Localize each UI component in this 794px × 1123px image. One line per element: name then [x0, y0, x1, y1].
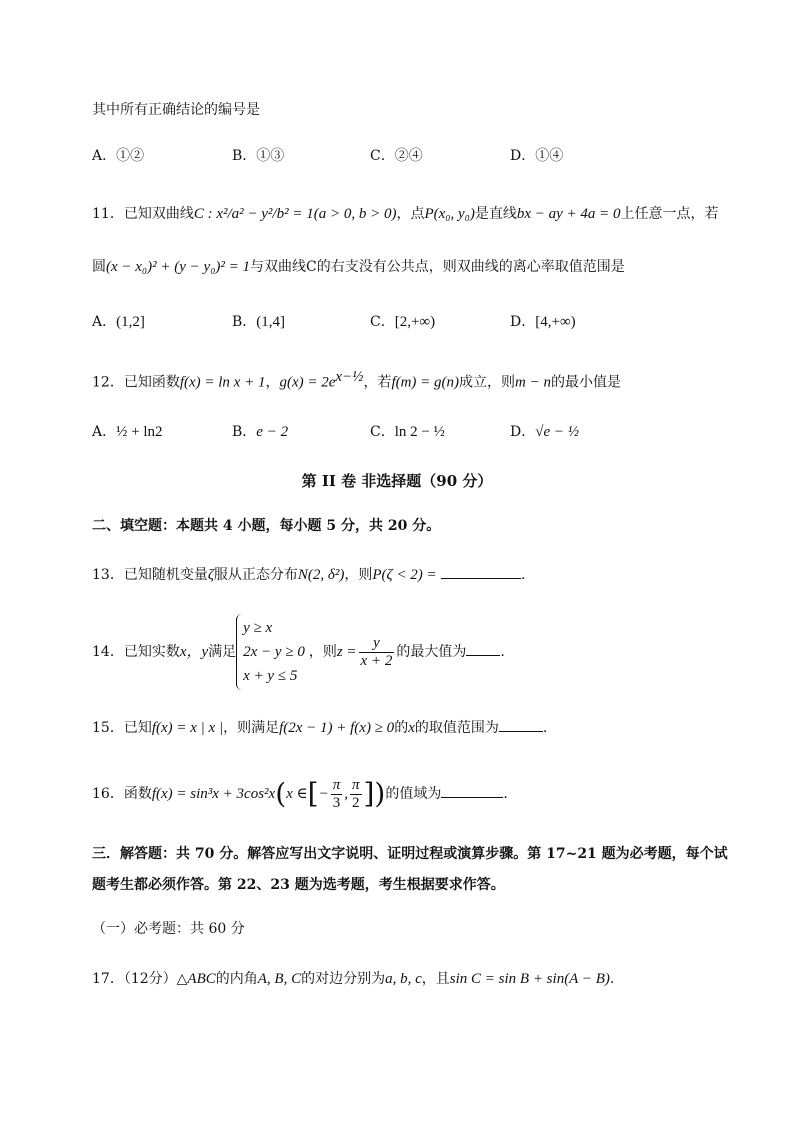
- q16-end: .: [503, 786, 508, 802]
- q15-end: .: [542, 720, 548, 736]
- q11-stem-line2: [92, 256, 625, 278]
- q12-option-c: C．ln 2 − ½: [370, 424, 445, 440]
- q14-end: .: [500, 644, 505, 660]
- q11-line: bx − ay + 4a = 0: [516, 206, 621, 222]
- q14-fraction: [359, 635, 395, 670]
- q14-constraint-3: x + y ≤ 5: [243, 668, 298, 684]
- q16-function: f(x) = sin³x + 3cos²x: [151, 786, 276, 802]
- q10-option-d: D．①④: [510, 148, 564, 164]
- q17-triangle: ABC: [187, 971, 216, 987]
- q17-sides: a, b, c: [385, 971, 422, 987]
- q16-paren-open: (: [275, 777, 287, 810]
- q11-line-post: 上任意一点，若: [620, 206, 719, 222]
- q15-post: 的: [394, 720, 409, 736]
- q16-upper-bound: $\frac{\pi}{2}$: [351, 776, 360, 811]
- q11-stem-line1: [92, 203, 719, 225]
- q12-number: 12．已知函数: [92, 374, 180, 391]
- q11-option-b-value: (1,4]: [256, 314, 286, 330]
- q15-tail: 的取值范围为: [414, 720, 499, 736]
- q12-option-d-value: √e − ½: [535, 424, 579, 440]
- q11-option-a: A．(1,2]: [92, 314, 145, 330]
- q13-distribution: N(2, δ²): [297, 567, 345, 583]
- required-heading: （一）必考题：共 60 分: [92, 921, 245, 937]
- q11-hyperbola: C : x²/a² − y²/b² = 1(a > 0, b > 0): [193, 206, 397, 222]
- q12-g-exponent: x−½: [335, 369, 364, 385]
- section3-heading-line1: 三．解答题：共 70 分。解答应写出文字说明、证明过程或演算步骤。第 17~21 题为必考题，每个试: [92, 846, 728, 862]
- q14-stem: [92, 614, 505, 690]
- q14-answer-blank[interactable]: [466, 641, 500, 656]
- q14-pre: 14．已知实数: [92, 644, 180, 660]
- q11-circle-pre: 圆: [92, 259, 106, 275]
- q11-point-text: ，点: [396, 206, 425, 222]
- q15-mid: ，则满足: [223, 720, 280, 736]
- q12-option-c-value: ln 2 − ½: [394, 424, 445, 440]
- q15-function: f(x) = x | x |: [151, 720, 224, 736]
- q10-option-a: A．①②: [92, 148, 145, 164]
- q12-mid: ，若: [363, 374, 392, 391]
- q12-target: m − n: [515, 374, 552, 391]
- q13-variable: ζ: [207, 567, 214, 583]
- q11-point: P(x₀, y₀): [424, 206, 475, 222]
- q10-option-c: C．②④: [370, 148, 423, 164]
- q11-option-d-value: [4,+∞): [535, 314, 576, 330]
- q12-option-a: A．½ + ln2: [92, 424, 163, 440]
- q17-mid3: ，且: [421, 971, 450, 987]
- q11-option-d: D．[4,+∞): [510, 314, 576, 330]
- q11-option-c: C．[2,+∞): [370, 314, 436, 330]
- q11-option-b: B．(1,4]: [232, 314, 286, 330]
- q15-answer-blank[interactable]: [499, 717, 543, 732]
- q11-circle: (x − x₀)² + (y − y₀)² = 1: [106, 259, 251, 275]
- q14-mid: 满足: [208, 644, 237, 660]
- q12-stem: [92, 366, 621, 394]
- q14-constraint-2: 2x − y ≥ 0: [243, 644, 305, 660]
- q17-mid: 的内角: [215, 971, 258, 987]
- q12-tail: 的最小值是: [551, 374, 622, 391]
- q15-var: x: [408, 720, 415, 736]
- intro-line: 其中所有正确结论的编号是: [92, 102, 260, 118]
- q14-constraint-system: [236, 614, 309, 690]
- q15-pre: 15．已知: [92, 720, 152, 736]
- q12-option-d: D．√e − ½: [510, 424, 579, 440]
- q13-stem: [92, 564, 526, 586]
- q13-post: ，则: [344, 567, 373, 583]
- q12-option-a-value: ½ + ln2: [116, 424, 163, 440]
- q16-domain-pre: x ∈: [286, 786, 308, 802]
- q13-pre: 13．已知随机变量: [92, 567, 208, 583]
- q12-option-b: B．e − 2: [232, 424, 289, 440]
- q14-numerator: y: [359, 635, 395, 653]
- q13-end: .: [521, 567, 526, 583]
- q14-z: z =: [336, 644, 357, 660]
- q13-answer-blank[interactable]: [441, 564, 521, 579]
- q11-line-pre: 是直线: [474, 206, 517, 222]
- q15-inequality: f(2x − 1) + f(x) ≥ 0: [279, 720, 395, 736]
- q16-tail: 的值域为: [385, 786, 442, 802]
- q11-circle-post: 与双曲线C的右支没有公共点，则双曲线的离心率取值范围是: [250, 259, 625, 275]
- q11-number: 11．已知双曲线: [92, 206, 194, 222]
- q15-stem: [92, 717, 547, 739]
- q16-bracket-close: ]): [363, 777, 386, 810]
- q12-sep: ，: [265, 374, 280, 391]
- q16-pre: 16．函数: [92, 786, 152, 802]
- q14-vars: x，y: [179, 644, 209, 660]
- q17-equation: sin C = sin B + sin(A − B): [449, 971, 610, 987]
- q13-mid: 服从正态分布: [213, 567, 298, 583]
- part2-title: 第 II 卷 非选择题（90 分）: [301, 472, 493, 490]
- q14-tail: 的最大值为: [396, 644, 467, 660]
- q12-g: g(x) = 2e: [279, 374, 336, 391]
- q16-lower-bound: $\frac{\pi}{3}$: [332, 776, 341, 811]
- q12-cond-post: 成立，则: [459, 374, 516, 391]
- q16-answer-blank[interactable]: [441, 783, 503, 798]
- q17-angles: A, B, C: [257, 971, 302, 987]
- q17-end: .: [609, 971, 615, 987]
- section3-heading-line2: 题考生都必须作答。第 22、23 题为选考题，考生根据要求作答。: [92, 877, 505, 893]
- section2-heading: 二、填空题：本题共 4 小题，每小题 5 分，共 20 分。: [92, 518, 441, 534]
- q14-constraint-1: y ≥ x: [243, 620, 273, 636]
- q16-stem: 16．函数f(x) = sin³x + 3cos²x(x ∈[− $\frac{\pi}{3}$ , $\frac{\pi}{2}$ ])的值域为 .: [92, 776, 508, 811]
- q11-option-a-value: (1,2]: [116, 314, 145, 330]
- q11-option-c-value: [2,+∞): [394, 314, 436, 330]
- q12-f: f(x) = ln x + 1: [179, 374, 266, 391]
- q17-stem: [92, 968, 614, 990]
- q14-post: ，则: [308, 644, 337, 660]
- q12-condition: f(m) = g(n): [391, 374, 460, 391]
- q17-pre: 17．（12分）△: [92, 971, 188, 987]
- q10-option-b: B．①③: [232, 148, 285, 164]
- q12-option-b-value: e − 2: [256, 424, 289, 440]
- q17-mid2: 的对边分别为: [301, 971, 386, 987]
- q16-bracket-open: [: [307, 777, 319, 810]
- q14-denominator: x + 2: [360, 652, 393, 669]
- q13-probability: P(ζ < 2) =: [372, 567, 437, 583]
